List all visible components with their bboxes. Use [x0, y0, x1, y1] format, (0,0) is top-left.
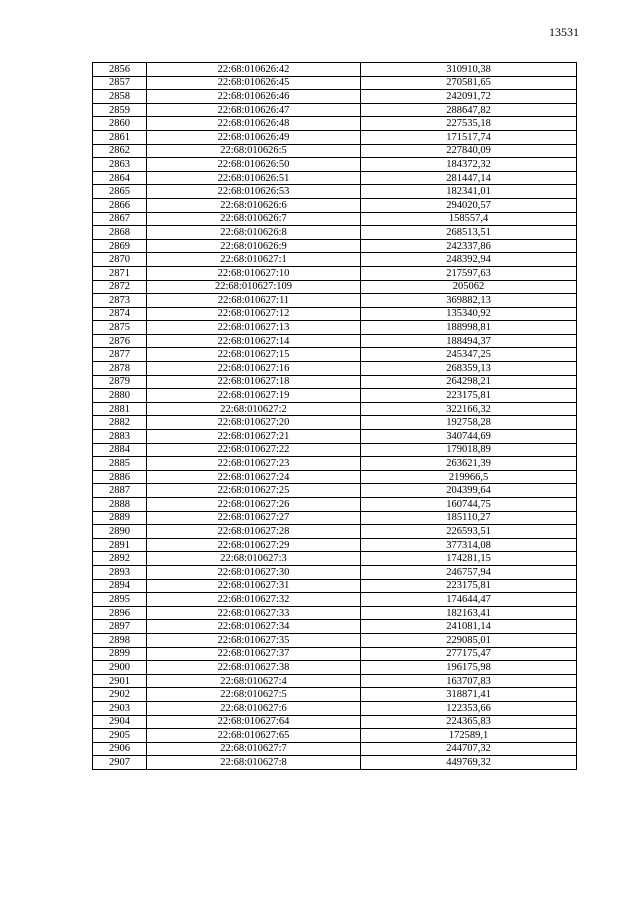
row-number-cell: 2904 — [93, 715, 147, 729]
row-number-cell: 2883 — [93, 430, 147, 444]
value-cell: 217597,63 — [361, 266, 577, 280]
cadastral-number-cell: 22:68:010627:5 — [147, 688, 361, 702]
cadastral-number-cell: 22:68:010627:4 — [147, 674, 361, 688]
value-cell: 270581,65 — [361, 76, 577, 90]
table-row — [93, 117, 577, 131]
row-number-cell: 2893 — [93, 565, 147, 579]
table-row — [93, 266, 577, 280]
table-row — [93, 715, 577, 729]
value-cell: 369882,13 — [361, 294, 577, 308]
value-cell: 294020,57 — [361, 198, 577, 212]
cadastral-number-cell: 22:68:010627:35 — [147, 633, 361, 647]
table-row — [93, 620, 577, 634]
row-number-cell: 2884 — [93, 443, 147, 457]
value-cell: 246757,94 — [361, 565, 577, 579]
value-cell: 122353,66 — [361, 701, 577, 715]
row-number-cell: 2907 — [93, 756, 147, 770]
table-row — [93, 484, 577, 498]
table-row — [93, 198, 577, 212]
table-row — [93, 565, 577, 579]
row-number-cell: 2869 — [93, 239, 147, 253]
value-cell: 318871,41 — [361, 688, 577, 702]
value-cell: 223175,81 — [361, 579, 577, 593]
table-row — [93, 375, 577, 389]
row-number-cell: 2879 — [93, 375, 147, 389]
value-cell: 163707,83 — [361, 674, 577, 688]
value-cell: 242091,72 — [361, 90, 577, 104]
cadastral-number-cell: 22:68:010626:53 — [147, 185, 361, 199]
cadastral-number-cell: 22:68:010627:31 — [147, 579, 361, 593]
row-number-cell: 2889 — [93, 511, 147, 525]
table-row — [93, 130, 577, 144]
table-row — [93, 348, 577, 362]
row-number-cell: 2898 — [93, 633, 147, 647]
cadastral-number-cell: 22:68:010627:33 — [147, 606, 361, 620]
cadastral-number-cell: 22:68:010627:12 — [147, 307, 361, 321]
row-number-cell: 2895 — [93, 593, 147, 607]
table-row — [93, 158, 577, 172]
row-number-cell: 2882 — [93, 416, 147, 430]
value-cell: 268359,13 — [361, 362, 577, 376]
table-row — [93, 633, 577, 647]
cadastral-number-cell: 22:68:010627:26 — [147, 498, 361, 512]
row-number-cell: 2887 — [93, 484, 147, 498]
table-row — [93, 389, 577, 403]
value-cell: 174644,47 — [361, 593, 577, 607]
cadastral-number-cell: 22:68:010627:38 — [147, 661, 361, 675]
value-cell: 174281,15 — [361, 552, 577, 566]
table-row — [93, 212, 577, 226]
table-row — [93, 742, 577, 756]
row-number-cell: 2862 — [93, 144, 147, 158]
cadastral-number-cell: 22:68:010627:22 — [147, 443, 361, 457]
value-cell: 224365,83 — [361, 715, 577, 729]
table-row — [93, 688, 577, 702]
table-row — [93, 443, 577, 457]
cadastral-number-cell: 22:68:010627:20 — [147, 416, 361, 430]
cadastral-number-cell: 22:68:010627:65 — [147, 729, 361, 743]
row-number-cell: 2868 — [93, 226, 147, 240]
row-number-cell: 2867 — [93, 212, 147, 226]
row-number-cell: 2888 — [93, 498, 147, 512]
table-row — [93, 226, 577, 240]
value-cell: 264298,21 — [361, 375, 577, 389]
table-row — [93, 280, 577, 294]
table-row — [93, 294, 577, 308]
table-row — [93, 756, 577, 770]
table-row — [93, 647, 577, 661]
cadastral-number-cell: 22:68:010627:25 — [147, 484, 361, 498]
table-row — [93, 416, 577, 430]
row-number-cell: 2903 — [93, 701, 147, 715]
row-number-cell: 2905 — [93, 729, 147, 743]
value-cell: 449769,32 — [361, 756, 577, 770]
table-row — [93, 185, 577, 199]
table-row — [93, 103, 577, 117]
cadastral-number-cell: 22:68:010627:2 — [147, 402, 361, 416]
cadastral-number-cell: 22:68:010626:9 — [147, 239, 361, 253]
cadastral-number-cell: 22:68:010627:6 — [147, 701, 361, 715]
value-cell: 241081,14 — [361, 620, 577, 634]
table-row — [93, 674, 577, 688]
table-row — [93, 457, 577, 471]
value-cell: 184372,32 — [361, 158, 577, 172]
row-number-cell: 2881 — [93, 402, 147, 416]
row-number-cell: 2878 — [93, 362, 147, 376]
table-row — [93, 144, 577, 158]
cadastral-number-cell: 22:68:010627:13 — [147, 321, 361, 335]
cadastral-number-cell: 22:68:010626:50 — [147, 158, 361, 172]
cadastral-number-cell: 22:68:010627:15 — [147, 348, 361, 362]
cadastral-number-cell: 22:68:010627:109 — [147, 280, 361, 294]
value-cell: 277175,47 — [361, 647, 577, 661]
row-number-cell: 2891 — [93, 538, 147, 552]
cadastral-number-cell: 22:68:010626:8 — [147, 226, 361, 240]
value-cell: 219966,5 — [361, 470, 577, 484]
value-cell: 182341,01 — [361, 185, 577, 199]
value-cell: 196175,98 — [361, 661, 577, 675]
table-row — [93, 470, 577, 484]
cadastral-number-cell: 22:68:010626:51 — [147, 171, 361, 185]
cadastral-number-cell: 22:68:010627:7 — [147, 742, 361, 756]
table-row — [93, 90, 577, 104]
value-cell: 188494,37 — [361, 334, 577, 348]
row-number-cell: 2857 — [93, 76, 147, 90]
value-cell: 205062 — [361, 280, 577, 294]
row-number-cell: 2865 — [93, 185, 147, 199]
cadastral-number-cell: 22:68:010626:46 — [147, 90, 361, 104]
row-number-cell: 2890 — [93, 525, 147, 539]
value-cell: 340744,69 — [361, 430, 577, 444]
row-number-cell: 2876 — [93, 334, 147, 348]
table-row — [93, 321, 577, 335]
value-cell: 185110,27 — [361, 511, 577, 525]
row-number-cell: 2900 — [93, 661, 147, 675]
value-cell: 229085,01 — [361, 633, 577, 647]
table-row — [93, 538, 577, 552]
row-number-cell: 2860 — [93, 117, 147, 131]
value-cell: 192758,28 — [361, 416, 577, 430]
table-row — [93, 63, 577, 77]
cadastral-number-cell: 22:68:010627:27 — [147, 511, 361, 525]
cadastral-number-cell: 22:68:010626:6 — [147, 198, 361, 212]
cadastral-number-cell: 22:68:010627:28 — [147, 525, 361, 539]
page-number: 13531 — [549, 25, 579, 39]
row-number-cell: 2870 — [93, 253, 147, 267]
row-number-cell: 2886 — [93, 470, 147, 484]
row-number-cell: 2859 — [93, 103, 147, 117]
row-number-cell: 2875 — [93, 321, 147, 335]
cadastral-number-cell: 22:68:010627:64 — [147, 715, 361, 729]
cadastral-number-cell: 22:68:010626:5 — [147, 144, 361, 158]
table-row — [93, 430, 577, 444]
table-row — [93, 239, 577, 253]
row-number-cell: 2864 — [93, 171, 147, 185]
table-row — [93, 701, 577, 715]
row-number-cell: 2880 — [93, 389, 147, 403]
cadastral-number-cell: 22:68:010627:32 — [147, 593, 361, 607]
cadastral-number-cell: 22:68:010627:37 — [147, 647, 361, 661]
value-cell: 322166,32 — [361, 402, 577, 416]
cadastral-number-cell: 22:68:010627:14 — [147, 334, 361, 348]
table-row — [93, 334, 577, 348]
value-cell: 244707,32 — [361, 742, 577, 756]
row-number-cell: 2901 — [93, 674, 147, 688]
cadastral-number-cell: 22:68:010627:3 — [147, 552, 361, 566]
cadastral-number-cell: 22:68:010627:21 — [147, 430, 361, 444]
value-cell: 158557,4 — [361, 212, 577, 226]
value-cell: 172589,1 — [361, 729, 577, 743]
table-row — [93, 579, 577, 593]
cadastral-number-cell: 22:68:010626:49 — [147, 130, 361, 144]
value-cell: 227535,18 — [361, 117, 577, 131]
table-row — [93, 593, 577, 607]
row-number-cell: 2906 — [93, 742, 147, 756]
cadastral-number-cell: 22:68:010627:8 — [147, 756, 361, 770]
cadastral-number-cell: 22:68:010627:1 — [147, 253, 361, 267]
cadastral-number-cell: 22:68:010627:18 — [147, 375, 361, 389]
cadastral-number-cell: 22:68:010626:47 — [147, 103, 361, 117]
row-number-cell: 2858 — [93, 90, 147, 104]
value-cell: 223175,81 — [361, 389, 577, 403]
row-number-cell: 2863 — [93, 158, 147, 172]
table-row — [93, 498, 577, 512]
table-row — [93, 729, 577, 743]
value-cell: 245347,25 — [361, 348, 577, 362]
row-number-cell: 2902 — [93, 688, 147, 702]
row-number-cell: 2873 — [93, 294, 147, 308]
table-row — [93, 171, 577, 185]
row-number-cell: 2874 — [93, 307, 147, 321]
value-cell: 377314,08 — [361, 538, 577, 552]
value-cell: 288647,82 — [361, 103, 577, 117]
cadastral-number-cell: 22:68:010627:24 — [147, 470, 361, 484]
cadastral-number-cell: 22:68:010626:7 — [147, 212, 361, 226]
row-number-cell: 2877 — [93, 348, 147, 362]
cadastral-table — [92, 62, 577, 770]
value-cell: 171517,74 — [361, 130, 577, 144]
value-cell: 242337,86 — [361, 239, 577, 253]
value-cell: 268513,51 — [361, 226, 577, 240]
cadastral-number-cell: 22:68:010627:10 — [147, 266, 361, 280]
table-row — [93, 511, 577, 525]
value-cell: 226593,51 — [361, 525, 577, 539]
cadastral-number-cell: 22:68:010627:34 — [147, 620, 361, 634]
value-cell: 179018,89 — [361, 443, 577, 457]
table-row — [93, 606, 577, 620]
value-cell: 182163,41 — [361, 606, 577, 620]
cadastral-number-cell: 22:68:010627:30 — [147, 565, 361, 579]
cadastral-number-cell: 22:68:010626:45 — [147, 76, 361, 90]
value-cell: 204399,64 — [361, 484, 577, 498]
row-number-cell: 2899 — [93, 647, 147, 661]
value-cell: 135340,92 — [361, 307, 577, 321]
value-cell: 160744,75 — [361, 498, 577, 512]
cadastral-number-cell: 22:68:010627:23 — [147, 457, 361, 471]
value-cell: 310910,38 — [361, 63, 577, 77]
cadastral-number-cell: 22:68:010627:19 — [147, 389, 361, 403]
value-cell: 248392,94 — [361, 253, 577, 267]
table-row — [93, 661, 577, 675]
cadastral-number-cell: 22:68:010626:42 — [147, 63, 361, 77]
table-body — [93, 63, 577, 770]
table-row — [93, 525, 577, 539]
value-cell: 188998,81 — [361, 321, 577, 335]
row-number-cell: 2894 — [93, 579, 147, 593]
table-row — [93, 402, 577, 416]
row-number-cell: 2885 — [93, 457, 147, 471]
table-row — [93, 552, 577, 566]
row-number-cell: 2871 — [93, 266, 147, 280]
cadastral-number-cell: 22:68:010627:16 — [147, 362, 361, 376]
cadastral-number-cell: 22:68:010627:29 — [147, 538, 361, 552]
value-cell: 281447,14 — [361, 171, 577, 185]
row-number-cell: 2856 — [93, 63, 147, 77]
table-row — [93, 76, 577, 90]
table-row — [93, 362, 577, 376]
row-number-cell: 2866 — [93, 198, 147, 212]
cadastral-number-cell: 22:68:010627:11 — [147, 294, 361, 308]
row-number-cell: 2897 — [93, 620, 147, 634]
value-cell: 263621,39 — [361, 457, 577, 471]
table-row — [93, 307, 577, 321]
row-number-cell: 2892 — [93, 552, 147, 566]
cadastral-number-cell: 22:68:010626:48 — [147, 117, 361, 131]
table-row — [93, 253, 577, 267]
row-number-cell: 2861 — [93, 130, 147, 144]
row-number-cell: 2872 — [93, 280, 147, 294]
value-cell: 227840,09 — [361, 144, 577, 158]
row-number-cell: 2896 — [93, 606, 147, 620]
